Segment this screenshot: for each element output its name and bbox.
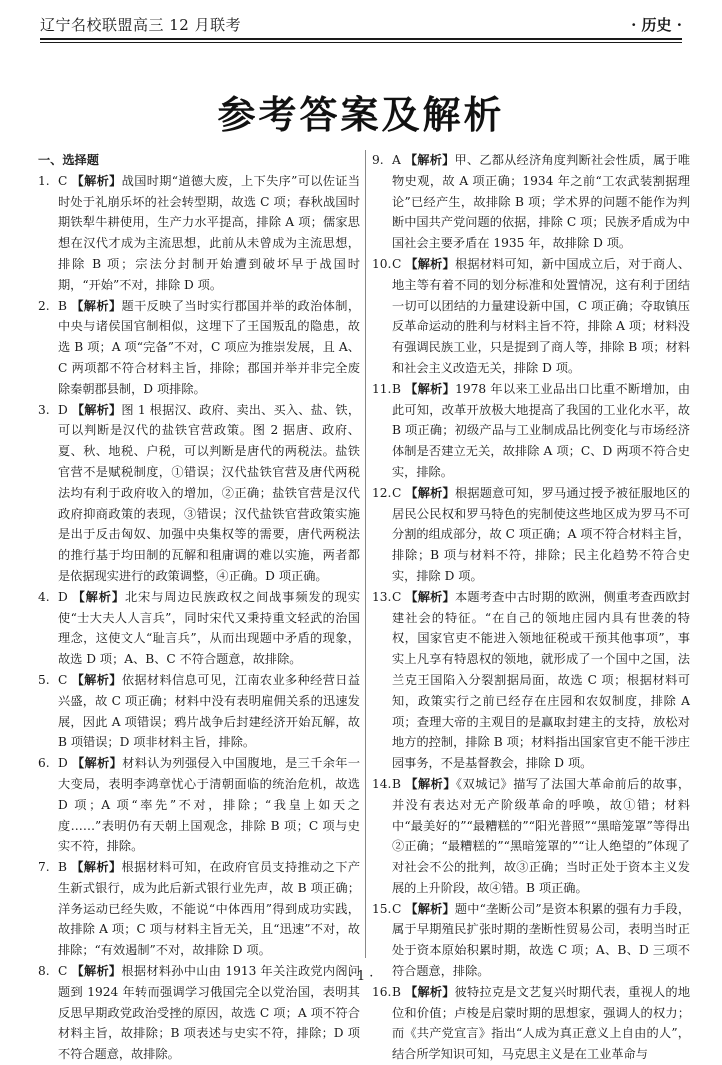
analysis-text: 战国时期“道德大废，上下失序”可以佐证当时处于礼崩乐坏的社会转型期，故选 C 项；春秋战国时期铁犁牛耕使用，生产力水平提高，排除 A 项；儒家思想在汉代才成为主流思想，此前从未曾成为主流思想，排除 B 项；宗法分封制开始遭到破坏早于战国时期，“开始”不对，排除 D 项。 <box>58 173 361 292</box>
analysis-tag: 【解析】 <box>71 173 122 188</box>
question-number: 16. <box>372 984 392 999</box>
exam-name: 辽宁名校联盟高三 12 月联考 <box>40 16 242 34</box>
answer-item <box>372 587 690 774</box>
analysis-text: 根据材料孙中山由 1913 年关注政党内阁问题到 1924 年转而强调学习俄国完全以党治国，表明其反思早期政党政治受挫的原因，故选 C 项；A 项不符合材料主旨，故排除；B 项表述与史实不符，排除；D 项不符合题意，故排除。 <box>58 964 361 1062</box>
analysis-tag: 【解析】 <box>404 153 455 167</box>
analysis-text: 题干反映了当时实行郡国并举的政治体制，中央与诸侯国官制相似，这埋下了王国叛乱的隐患，故选 B 项；A 项“完备”不对，C 项应为推崇发展，且 A、C 两项都不符合材料主旨，排除；郡国并举并非完全废除秦朝郡县制，D 项排除。 <box>58 298 361 396</box>
analysis-tag: 【解析】 <box>405 485 455 500</box>
header-rule <box>40 38 682 40</box>
answer-letter: A <box>392 153 401 167</box>
analysis-tag: 【解析】 <box>405 901 455 916</box>
answer-letter: B <box>58 860 67 875</box>
answer-letter: C <box>58 672 68 687</box>
question-number: 13. <box>372 589 392 604</box>
question-number: 7. <box>38 860 50 875</box>
question-number: 4. <box>38 589 50 604</box>
answer-item <box>372 982 690 1065</box>
answer-item <box>38 296 360 400</box>
answer-letter: B <box>392 776 401 791</box>
page-title: 参考答案及解析 <box>217 93 505 137</box>
answer-letter: B <box>392 984 401 999</box>
subject-label: · 历史 · <box>631 16 682 34</box>
question-number: 10. <box>372 256 392 271</box>
question-number: 2. <box>38 298 50 313</box>
answer-item <box>372 150 690 254</box>
answer-letter: B <box>58 298 67 313</box>
question-list-left <box>38 171 360 1065</box>
question-number: 9. <box>372 153 384 167</box>
analysis-tag: 【解析】 <box>71 672 122 687</box>
analysis-text: 根据材料可知，新中国成立后，对于商人、地主等有着不同的划分标准和处置情况，这有利于团结一切可以团结的力量建设新中国，C 项正确；夺取镇压反革命运动的胜利与材料主旨不符，排除 A 项；材料没有强调民族工业，只是提到了商人等，排除 B 项；材料和社会主义改造无关，排除 D 项。 <box>392 256 691 375</box>
section-title: 一、选择题 <box>38 153 99 167</box>
analysis-tag: 【解析】 <box>405 381 456 396</box>
question-number: 15. <box>372 901 392 916</box>
analysis-text: 根据材料可知，在政府官员支持推动之下产生新式银行，成为此后新式银行业先声，故 B 项正确；洋务运动已经失败，不能说“中体西用”得到成功实践，故排除 A 项；C 项与材料主旨无关，且“迅速”不对，故排除；“有效遏制”不对，故排除 D 项。 <box>58 860 361 958</box>
answer-letter: C <box>392 256 402 271</box>
answer-item <box>372 483 690 587</box>
answer-item <box>372 774 690 899</box>
analysis-tag: 【解析】 <box>405 984 455 999</box>
analysis-tag: 【解析】 <box>71 964 122 979</box>
answer-item <box>38 857 360 961</box>
question-number: 5. <box>38 672 50 687</box>
analysis-text: 彼特拉克是文艺复兴时期代表，重视人的地位和价值；卢梭是启蒙时期的思想家，强调人的权力；而《共产党宣言》指出“人成为真正意义上自由的人”，结合所学知识可知，马克思主义是在工业革命与 <box>392 984 691 1062</box>
analysis-text: 本题考查中古时期的欧洲，侧重考查西欧封建社会的特征。“在自己的领地庄园内具有世袭的特权，国家官吏不能进入领地征税或干预其他事项”，事实上凡享有特恩权的领地，就形成了一个国中之国，法兰克王国陷入分裂割据局面，故选 C 项；根据材料可知，政策实行之前已经存在庄园和农奴制度，排除 A 项；查理大帝的主观目的是赢取封建主的支持，放松对地方的控制，排除 B 项；材料指出国家官吏不能干涉庄园事务，不是基督教会，排除 D 项。 <box>392 589 691 771</box>
question-number: 14. <box>372 776 392 791</box>
analysis-text: 甲、乙都从经济角度判断社会性质，属于唯物史观，故 A 项正确；1934 年之前“工农武装割据理论”已经产生，故排除 B 项；学术界的问题不能作为判断中国共产党问题的依据，排除 C 项；民族矛盾成为中国社会主要矛盾在 1935 年，故排除 D 项。 <box>392 153 691 251</box>
answer-item <box>38 400 360 587</box>
question-number: 8. <box>38 964 50 979</box>
question-number: 6. <box>38 756 50 771</box>
answer-item <box>38 670 360 753</box>
analysis-tag: 【解析】 <box>71 860 122 875</box>
page-number: · 1 · <box>348 969 374 984</box>
analysis-text: 北宋与周边民族政权之间战事频发的现实使“士大夫人人言兵”，同时宋代又秉持重文轻武的治国理念，这使文人“耻言兵”，从而出现题中矛盾的现象，故选 D 项；A、B、C 不符合题意，故排除。 <box>58 589 361 667</box>
analysis-text: 题中“垄断公司”是资本积累的强有力手段，属于早期殖民扩张时期的垄断性贸易公司，表明当时正处于资本原始积累时期，故选 C 项；A、B、D 三项不符合题意，排除。 <box>392 901 691 979</box>
analysis-text: 依据材料信息可见，江南农业多种经营日益兴盛，故 C 项正确；材料中没有表明雇佣关系的迅速发展，因此 A 项错误；鸦片战争后封建经济开始瓦解，故 B 项错误；D 项非材料主旨，排除。 <box>58 672 361 750</box>
answer-item <box>38 753 360 857</box>
question-number: 11. <box>372 381 392 396</box>
answer-letter: C <box>392 901 402 916</box>
answer-letter: D <box>58 402 68 417</box>
answer-letter: C <box>58 964 68 979</box>
answer-item <box>372 254 690 379</box>
answer-item <box>38 587 360 670</box>
question-number: 12. <box>372 485 392 500</box>
analysis-tag: 【解析】 <box>71 298 122 313</box>
analysis-tag: 【解析】 <box>405 776 456 791</box>
analysis-tag: 【解析】 <box>405 256 455 271</box>
left-column <box>38 150 360 1065</box>
answer-letter: B <box>392 381 401 396</box>
analysis-text: 1978 年以来工业品出口比重不断增加，由此可知，改革开放极大地提高了我国的工业化水平，故 B 项正确；初级产品与工业制成品比例变化与市场经济体制是否建立无关，故排除 A 项；C、D 两项不符合史实，排除。 <box>392 381 691 479</box>
analysis-text: 图 1 根据汉、政府、卖出、买入、盐、铁，可以判断是汉代的盐铁官营政策。图 2 据唐、政府、夏、秋、地税、户税，可以判断是唐代的两税法。盐铁官营不是赋税制度，①错误；汉代盐铁官营及唐代两税法均有利于政府收入的增加，②正确；盐铁官营是汉代政府抑商政策的表现，③错误；汉代盐铁官营政策实施是出于反击匈奴、加强中央集权等的需要，唐代两税法的推行基于均田制的瓦解和租庸调的难以实施，两者都是依据现实进行的政策调整，④正确。D 项正确。 <box>58 402 361 583</box>
right-column <box>372 150 690 1065</box>
question-number: 3. <box>38 402 50 417</box>
answer-letter: C <box>392 485 402 500</box>
question-number: 1. <box>38 173 50 188</box>
header-rule-thin <box>40 42 682 43</box>
answer-item <box>38 171 360 296</box>
analysis-text: 根据题意可知，罗马通过授予被征服地区的居民公民权和罗马特色的宪制使这些地区成为罗马不可分割的组成部分，故 C 项正确；A 项不符合材料主旨，排除；B 项与材料不符，排除；民主化趋势不符合史实，排除 D 项。 <box>392 485 691 583</box>
analysis-text: 材料认为列强侵入中国腹地，是三千余年一大变局，表明李鸿章忧心于清朝面临的统治危机，故选 D 项；A 项“率先”不对，排除；“我皇上如天之度……”表明仍有天朝上国观念，排除 B 项；C 项与史实不符，排除。 <box>58 756 361 854</box>
question-list-right <box>372 150 690 1065</box>
column-divider <box>365 150 366 958</box>
answer-letter: C <box>58 173 68 188</box>
analysis-tag: 【解析】 <box>72 589 126 604</box>
analysis-text: 《双城记》描写了法国大革命前后的故事，并没有表达对无产阶级革命的呼唤，故①错；材料中“最美好的”“最糟糕的”“阳光普照”“黑暗笼罩”等得出②正确；“最糟糕的”“黑暗笼罩的”“让人绝望的”体现了对社会不公的批判，故③正确；当时正处于资本主义发展的上升阶段，故④错。B 项正确。 <box>392 776 691 895</box>
analysis-tag: 【解析】 <box>71 402 122 417</box>
answer-letter: C <box>392 589 402 604</box>
analysis-tag: 【解析】 <box>72 756 123 771</box>
analysis-tag: 【解析】 <box>405 589 455 604</box>
answer-letter: D <box>58 589 68 604</box>
answer-item <box>372 379 690 483</box>
answer-letter: D <box>58 756 68 771</box>
page-header <box>40 14 682 38</box>
